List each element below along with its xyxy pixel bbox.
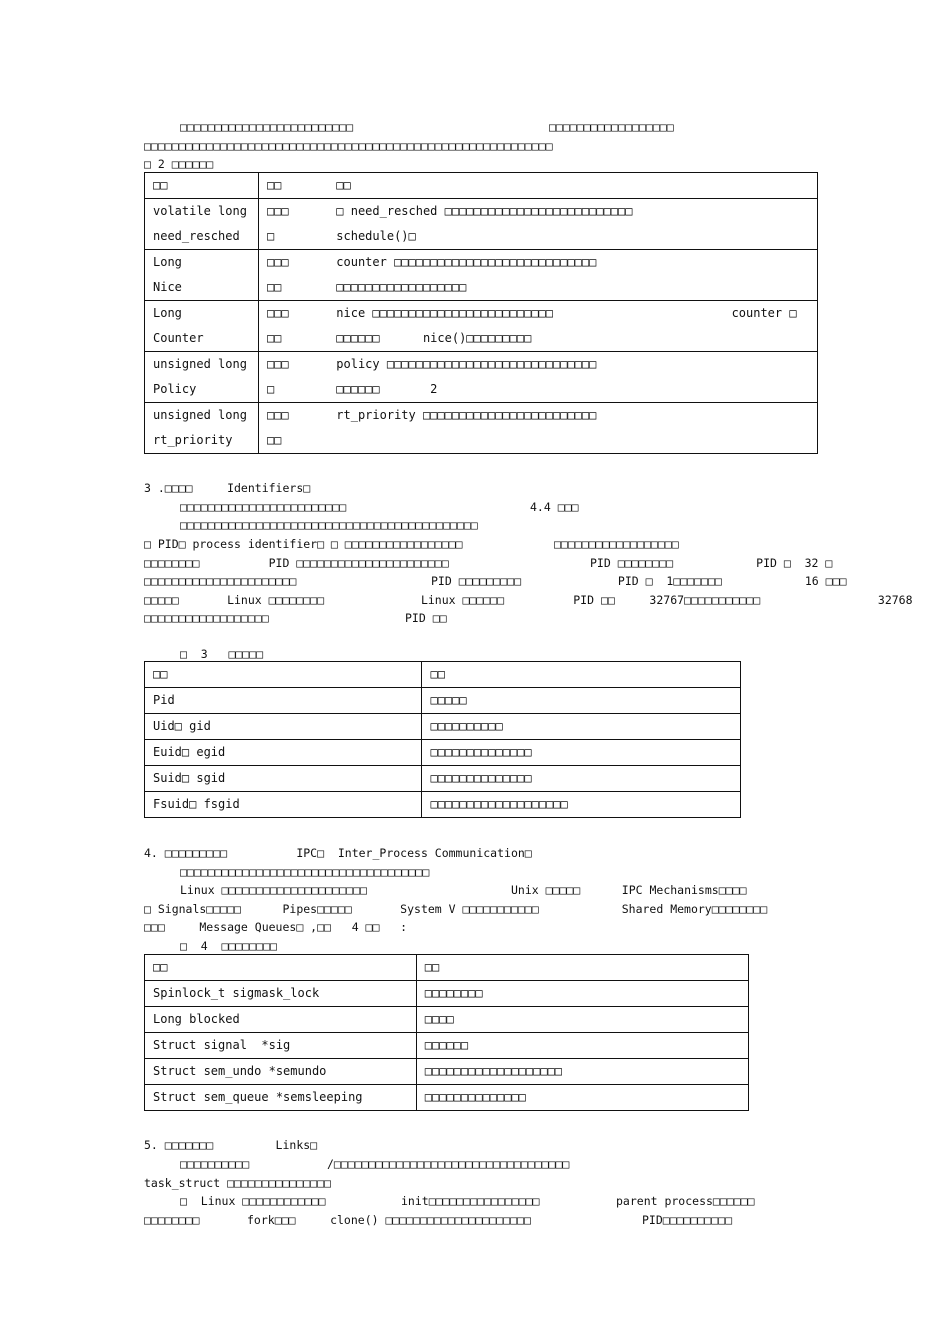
cell-line: counter □□□□□□□□□□□□□□□□□□□□□□□□□□□□ xyxy=(336,255,597,269)
table-cell: □□□□□□□□□□□□□□ xyxy=(422,740,741,766)
table-header-row xyxy=(145,955,749,981)
table-2 xyxy=(144,172,818,454)
cell-line: schedule()□ xyxy=(336,229,416,243)
table-row xyxy=(145,352,818,403)
table-cell xyxy=(258,352,328,403)
table-cell: Uid□ gid xyxy=(145,714,422,740)
s5-line-4b: fork□□□ clone() □□□□□□□□□□□□□□□□□□□□□ xyxy=(247,1213,531,1227)
s3-line-3a: □ PID□ process identifier□ □ □□□□□□□□□□□□□□□□□ xyxy=(144,537,463,551)
table-cell xyxy=(145,352,259,403)
table-cell: □□□□□□□□□□ xyxy=(422,714,741,740)
table-cell: □□□□□ xyxy=(422,688,741,714)
cell-line: □□□ xyxy=(266,408,289,422)
table-cell xyxy=(258,301,328,352)
table-cell: Fsuid□ fsgid xyxy=(145,792,422,818)
s5-line-2: task_struct □□□□□□□□□□□□□□□ xyxy=(144,1176,331,1190)
table-cell xyxy=(328,250,817,301)
table-row xyxy=(145,766,741,792)
cell-line: rt_priority □□□□□□□□□□□□□□□□□□□□□□□□ xyxy=(336,408,597,422)
table-cell: □□□□□□ xyxy=(416,1033,748,1059)
s5-line-4a: □□□□□□□□ xyxy=(144,1213,200,1227)
section-5-heading: 5. □□□□□□□ Links□ xyxy=(144,1138,318,1152)
table-cell xyxy=(328,352,817,403)
s3-line-3b: □□□□□□□□□□□□□□□□□□ xyxy=(554,537,679,551)
s5-line-4c: PID□□□□□□□□□□ xyxy=(642,1213,733,1227)
table-cell xyxy=(145,403,259,454)
cell-line: □□□□□□ nice()□□□□□□□□□ xyxy=(336,331,532,345)
table-cell: Pid xyxy=(145,688,422,714)
cell-line: counter □ xyxy=(731,306,797,320)
cell-line: □□□ xyxy=(266,357,289,371)
table-3 xyxy=(144,661,741,818)
table-cell: Euid□ egid xyxy=(145,740,422,766)
table-cell: □□□□□□□□□□□□□□□□□□□ xyxy=(422,792,741,818)
s3-line-5a: □□□□□□□□□□□□□□□□□□□□□□ xyxy=(144,574,297,588)
s5-line-3a: □ Linux □□□□□□□□□□□□ xyxy=(180,1194,326,1208)
cell-line: nice □□□□□□□□□□□□□□□□□□□□□□□□□ xyxy=(336,306,554,320)
cell-line: unsigned long xyxy=(153,408,247,422)
s5-line-1a: □□□□□□□□□□ xyxy=(180,1157,250,1171)
table-cell: Spinlock_t sigmask_lock xyxy=(145,981,417,1007)
cell-line: Long xyxy=(153,255,182,269)
section-3-heading: 3 .□□□□ Identifiers□ xyxy=(144,481,311,495)
table-cell: Long blocked xyxy=(145,1007,417,1033)
header-cell: □□ xyxy=(145,173,259,199)
intro-line-1b: □□□□□□□□□□□□□□□□□□ xyxy=(549,120,674,134)
s5-line-3c: parent process□□□□□□ xyxy=(616,1194,755,1208)
table-header-row xyxy=(145,662,741,688)
table-cell: Suid□ sgid xyxy=(145,766,422,792)
table-header-row xyxy=(145,173,818,199)
s3-line-4a: □□□□□□□□ PID □□□□□□□□□□□□□□□□□□□□□□ xyxy=(144,556,449,570)
table-cell: □□□□□□□□ xyxy=(416,981,748,1007)
s5-line-1b: /□□□□□□□□□□□□□□□□□□□□□□□□□□□□□□□□□□ xyxy=(327,1157,570,1171)
cell-line: □□□□□□□□□□□□□□□□□□ xyxy=(336,280,467,294)
table-cell: □□□□□□□□□□□□□□□□□□□ xyxy=(416,1059,748,1085)
table-row xyxy=(145,403,818,454)
cell-line: □ xyxy=(266,229,275,243)
intro-line-2: □□□□□□□□□□□□□□□□□□□□□□□□□□□□□□□□□□□□□□□□□□□□□□□□□□□□□□□□□□□ xyxy=(144,139,553,153)
cell-line: rt_priority xyxy=(153,433,233,447)
s4-line-3: □ Signals□□□□□ Pipes□□□□□ System V □□□□□□□□□□□ Shared Memory□□□□□□□□ xyxy=(144,902,768,916)
cell-line: Policy xyxy=(153,382,197,396)
table-cell xyxy=(258,403,328,454)
cell-line: need_resched xyxy=(153,229,240,243)
table-4 xyxy=(144,954,749,1111)
s3-line-7b: PID □□ xyxy=(405,611,447,625)
table-cell: □□□□ xyxy=(416,1007,748,1033)
s3-line-5b: PID □□□□□□□□□ PID □ 1□□□□□□□ 16 □□□ xyxy=(431,574,847,588)
s3-line-2: □□□□□□□□□□□□□□□□□□□□□□□□□□□□□□□□□□□□□□□□□□□ xyxy=(180,518,478,532)
cell-line: volatile long xyxy=(153,204,247,218)
table2-caption: □ 2 □□□□□□ xyxy=(144,157,214,171)
table-cell xyxy=(258,250,328,301)
table-row xyxy=(145,792,741,818)
cell-line: □□ xyxy=(266,331,282,345)
s4-line-4: □□□ Message Queues□ ,□□ 4 □□ : xyxy=(144,920,408,934)
table-row xyxy=(145,199,818,250)
table-cell xyxy=(145,199,259,250)
header-cell: □□ xyxy=(422,662,741,688)
table-row xyxy=(145,1059,749,1085)
table-row xyxy=(145,740,741,766)
cell-line: □□□□□□ 2 xyxy=(336,382,438,396)
cell-line: □ xyxy=(266,382,275,396)
s5-line-3b: init□□□□□□□□□□□□□□□□ xyxy=(401,1194,540,1208)
header-cell: □□ xyxy=(258,173,328,199)
table-cell: Struct signal *sig xyxy=(145,1033,417,1059)
table-row xyxy=(145,1033,749,1059)
table-row xyxy=(145,1007,749,1033)
table4-caption: □ 4 □□□□□□□□ xyxy=(180,939,277,953)
s4-line-2b: Unix □□□□□ IPC Mechanisms□□□□ xyxy=(511,883,747,897)
intro-line-1a: □□□□□□□□□□□□□□□□□□□□□□□□□ xyxy=(180,120,354,134)
table3-caption: □ 3 □□□□□ xyxy=(180,647,264,661)
s3-line-4b: PID □□□□□□□□ PID □ 32 □ xyxy=(590,556,833,570)
cell-line: unsigned long xyxy=(153,357,247,371)
header-cell: □□ xyxy=(416,955,748,981)
table-cell xyxy=(258,199,328,250)
s3-line-7a: □□□□□□□□□□□□□□□□□□ xyxy=(144,611,269,625)
s3-line-1a: □□□□□□□□□□□□□□□□□□□□□□□□ xyxy=(180,500,347,514)
table-cell: Struct sem_queue *semsleeping xyxy=(145,1085,417,1111)
s4-line-2a: Linux □□□□□□□□□□□□□□□□□□□□□ xyxy=(180,883,367,897)
cell-line: □□□ xyxy=(266,255,289,269)
table-cell xyxy=(328,199,817,250)
table-cell xyxy=(328,301,723,352)
table-cell: Struct sem_undo *semundo xyxy=(145,1059,417,1085)
cell-line: policy □□□□□□□□□□□□□□□□□□□□□□□□□□□□□ xyxy=(336,357,597,371)
header-cell: □□ xyxy=(328,173,817,199)
table-row xyxy=(145,250,818,301)
cell-line: □□□ xyxy=(266,204,289,218)
cell-line: □□ xyxy=(266,433,282,447)
cell-line: □ need_resched □□□□□□□□□□□□□□□□□□□□□□□□□□ xyxy=(336,204,633,218)
table-row xyxy=(145,688,741,714)
table-cell xyxy=(724,301,818,352)
header-cell: □□ xyxy=(145,955,417,981)
table-row xyxy=(145,301,818,352)
table-row xyxy=(145,981,749,1007)
section-4-heading: 4. □□□□□□□□□ IPC□ Inter_Process Communication□ xyxy=(144,846,532,860)
s3-line-6: □□□□□ Linux □□□□□□□□ Linux □□□□□□ PID □□ 32767□□□□□□□□□□□ 32768 xyxy=(144,593,913,607)
table-cell: □□□□□□□□□□□□□□ xyxy=(416,1085,748,1111)
table-cell xyxy=(145,301,259,352)
s3-line-1b: 4.4 □□□ xyxy=(530,500,579,514)
header-cell: □□ xyxy=(145,662,422,688)
table-cell: □□□□□□□□□□□□□□ xyxy=(422,766,741,792)
cell-line: □□□ xyxy=(266,306,289,320)
cell-line: Counter xyxy=(153,331,204,345)
cell-line: Nice xyxy=(153,280,182,294)
table-row xyxy=(145,714,741,740)
table-row xyxy=(145,1085,749,1111)
cell-line: Long xyxy=(153,306,182,320)
table-cell xyxy=(328,403,817,454)
cell-line: □□ xyxy=(266,280,282,294)
s4-line-1: □□□□□□□□□□□□□□□□□□□□□□□□□□□□□□□□□□□□ xyxy=(180,865,430,879)
table-cell xyxy=(145,250,259,301)
